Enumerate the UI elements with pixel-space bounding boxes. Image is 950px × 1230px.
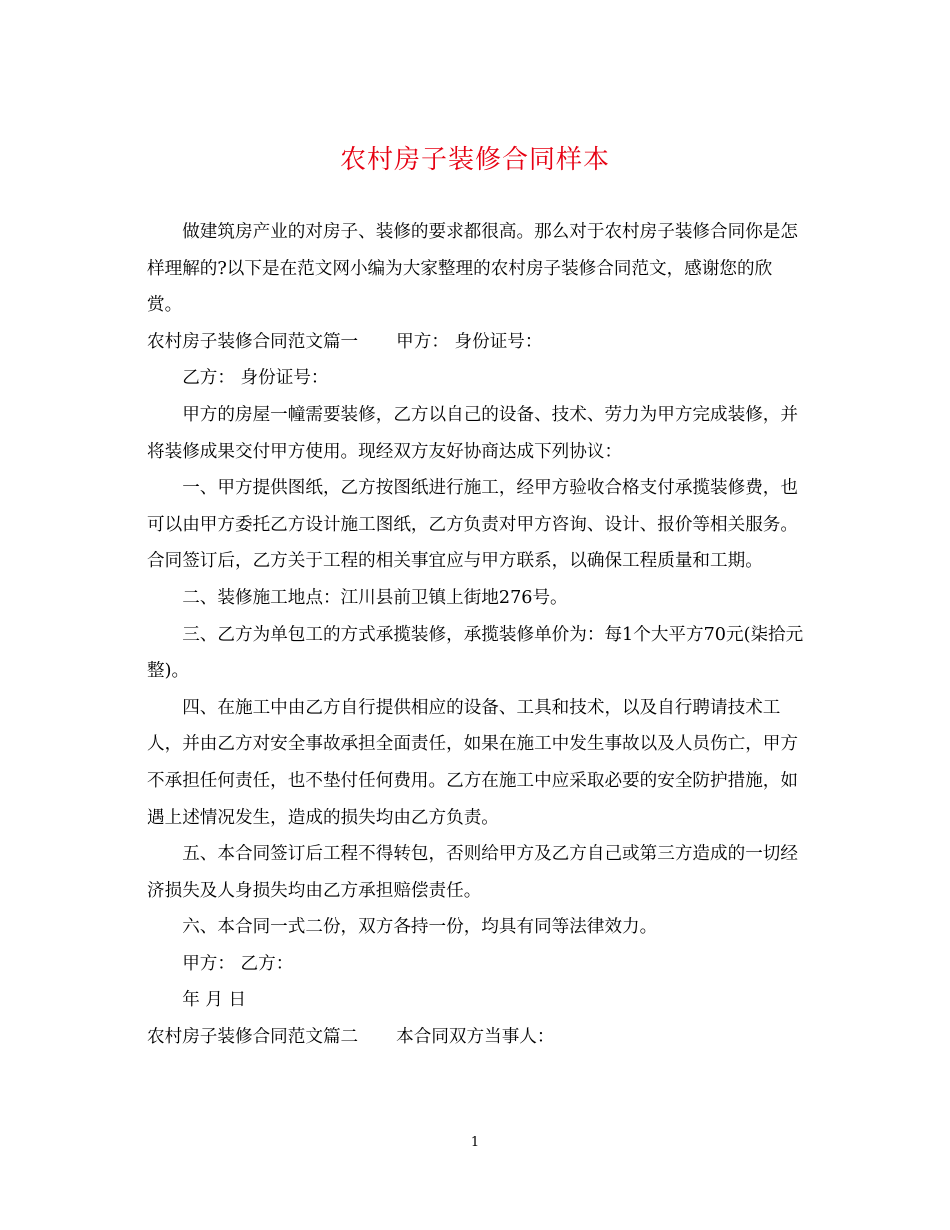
party-b-id-line: 乙方： 身份证号： xyxy=(182,368,329,389)
date-line: 年 月 日 xyxy=(182,990,247,1011)
document-body xyxy=(147,214,807,1056)
clause-five: 五、本合同签订后工程不得转包，否则给甲方及乙方自己或第三方造成的一切经济损失及人身损失均由乙方承担赔偿责任。 xyxy=(147,844,798,901)
page-number: 1 xyxy=(470,1135,480,1150)
clause-six: 六、本合同一式二份，双方各持一份，均具有同等法律效力。 xyxy=(182,917,658,938)
agreement-paragraph: 甲方的房屋一幢需要装修，乙方以自己的设备、技术、劳力为甲方完成装修，并将装修成果交付甲方使用。现经双方友好协商达成下列协议： xyxy=(147,404,798,462)
section-two-heading-line xyxy=(147,1019,807,1056)
clause-three: 三、乙方为单包工的方式承揽装修，承揽装修单价为：每1个大平方70元(柒拾元整)。 xyxy=(147,624,804,682)
document-title: 农村房子装修合同样本 xyxy=(339,145,610,175)
intro-paragraph: 做建筑房产业的对房子、装修的要求都很高。那么对于农村房子装修合同你是怎样理解的?以下是在范文网小编为大家整理的农村房子装修合同范文，感谢您的欣赏。 xyxy=(147,222,798,316)
clause-one: 一、甲方提供图纸，乙方按图纸进行施工，经甲方验收合格支付承揽装修费，也可以由甲方委托乙方设计施工图纸，乙方负责对甲方咨询、设计、报价等相关服务。合同签订后，乙方关于工程的相关事宜应与甲方联系，以确保工程质量和工期。 xyxy=(147,478,798,572)
parties-line: 本合同双方当事人： xyxy=(396,1027,555,1048)
section-one-heading-line xyxy=(147,324,807,361)
signature-line: 甲方： 乙方： xyxy=(182,953,294,974)
section-two-heading: 农村房子装修合同范文篇二 xyxy=(147,1027,359,1048)
party-a-id-line: 甲方： 身份证号： xyxy=(396,331,543,352)
clause-four: 四、在施工中由乙方自行提供相应的设备、工具和技术，以及自行聘请技术工人，并由乙方对安全事故承担全面责任，如果在施工中发生事故以及人员伤亡，甲方不承担任何责任，也不垫付任何费用。乙方在施工中应采取必要的安全防护措施，如遇上述情况发生，造成的损失均由乙方负责。 xyxy=(147,697,798,828)
clause-two: 二、装修施工地点：江川县前卫镇上街地276号。 xyxy=(182,587,568,608)
section-one-heading: 农村房子装修合同范文篇一 xyxy=(147,331,359,352)
